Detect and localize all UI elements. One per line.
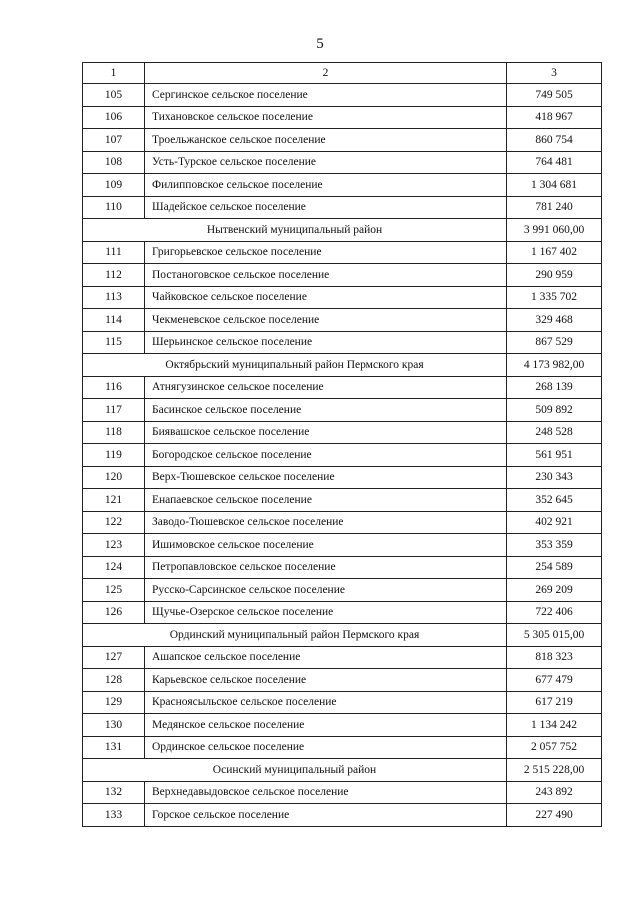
table-row (83, 129, 602, 152)
settlement-value: 418 967 (507, 106, 602, 129)
settlement-value: 1 335 702 (507, 286, 602, 309)
row-number: 107 (83, 129, 145, 152)
settlement-value: 1 167 402 (507, 241, 602, 264)
district-row (83, 354, 602, 377)
district-total: 5 305 015,00 (507, 624, 602, 647)
settlement-name: Чайковское сельское поселение (145, 286, 507, 309)
settlement-name: Ординское сельское поселение (145, 736, 507, 759)
table-row (83, 151, 602, 174)
row-number: 106 (83, 106, 145, 129)
settlement-name: Шадейское сельское поселение (145, 196, 507, 219)
row-number: 133 (83, 804, 145, 827)
row-number: 132 (83, 781, 145, 804)
row-number: 120 (83, 466, 145, 489)
settlement-name: Русско-Сарсинское сельское поселение (145, 579, 507, 602)
row-number: 113 (83, 286, 145, 309)
settlement-name: Верхнедавыдовское сельское поселение (145, 781, 507, 804)
table-row (83, 421, 602, 444)
row-number: 115 (83, 331, 145, 354)
table-row (83, 804, 602, 827)
settlement-value: 353 359 (507, 534, 602, 557)
settlement-name: Биявашское сельское поселение (145, 421, 507, 444)
row-number: 127 (83, 646, 145, 669)
table-row (83, 241, 602, 264)
district-name: Ординский муниципальный район Пермского края (83, 624, 507, 647)
settlement-value: 243 892 (507, 781, 602, 804)
district-row (83, 624, 602, 647)
settlement-value: 561 951 (507, 444, 602, 467)
district-row (83, 219, 602, 242)
district-total: 4 173 982,00 (507, 354, 602, 377)
row-number: 129 (83, 691, 145, 714)
row-number: 112 (83, 264, 145, 287)
row-number: 110 (83, 196, 145, 219)
settlement-value: 617 219 (507, 691, 602, 714)
district-name: Октябрьский муниципальный район Пермского края (83, 354, 507, 377)
row-number: 125 (83, 579, 145, 602)
settlement-name: Щучье-Озерское сельское поселение (145, 601, 507, 624)
settlement-value: 509 892 (507, 399, 602, 422)
settlement-value: 269 209 (507, 579, 602, 602)
table-row (83, 196, 602, 219)
table-row (83, 309, 602, 332)
district-total: 3 991 060,00 (507, 219, 602, 242)
settlement-name: Григорьевское сельское поселение (145, 241, 507, 264)
settlement-value: 230 343 (507, 466, 602, 489)
table-row (83, 376, 602, 399)
column-header-name: 2 (145, 63, 507, 84)
settlement-value: 677 479 (507, 669, 602, 692)
settlement-value: 268 139 (507, 376, 602, 399)
settlement-value: 1 134 242 (507, 714, 602, 737)
settlement-name: Петропавловское сельское поселение (145, 556, 507, 579)
table-row (83, 331, 602, 354)
table-row (83, 646, 602, 669)
settlement-value: 227 490 (507, 804, 602, 827)
settlement-value: 781 240 (507, 196, 602, 219)
settlement-name: Тихановское сельское поселение (145, 106, 507, 129)
table-row (83, 466, 602, 489)
row-number: 119 (83, 444, 145, 467)
district-total: 2 515 228,00 (507, 759, 602, 782)
row-number: 122 (83, 511, 145, 534)
budget-table (82, 62, 602, 827)
table-row (83, 669, 602, 692)
settlement-name: Заводо-Тюшевское сельское поселение (145, 511, 507, 534)
table-row (83, 489, 602, 512)
settlement-name: Красноясыльское сельское поселение (145, 691, 507, 714)
table-row (83, 691, 602, 714)
row-number: 123 (83, 534, 145, 557)
settlement-value: 329 468 (507, 309, 602, 332)
table-row (83, 714, 602, 737)
row-number: 126 (83, 601, 145, 624)
row-number: 117 (83, 399, 145, 422)
settlement-name: Троельжанское сельское поселение (145, 129, 507, 152)
settlement-value: 860 754 (507, 129, 602, 152)
settlement-name: Чекменевское сельское поселение (145, 309, 507, 332)
table-row (83, 84, 602, 107)
settlement-value: 254 589 (507, 556, 602, 579)
column-header-number: 1 (83, 63, 145, 84)
settlement-name: Постаноговское сельское поселение (145, 264, 507, 287)
settlement-value: 764 481 (507, 151, 602, 174)
page-number: 5 (316, 36, 324, 52)
table-row (83, 106, 602, 129)
row-number: 118 (83, 421, 145, 444)
settlement-value: 248 528 (507, 421, 602, 444)
settlement-value: 749 505 (507, 84, 602, 107)
settlement-name: Усть-Турское сельское поселение (145, 151, 507, 174)
settlement-name: Басинское сельское поселение (145, 399, 507, 422)
row-number: 114 (83, 309, 145, 332)
settlement-name: Енапаевское сельское поселение (145, 489, 507, 512)
settlement-value: 818 323 (507, 646, 602, 669)
row-number: 111 (83, 241, 145, 264)
table-row (83, 736, 602, 759)
table-row (83, 399, 602, 422)
settlement-value: 352 645 (507, 489, 602, 512)
row-number: 121 (83, 489, 145, 512)
row-number: 124 (83, 556, 145, 579)
table-row (83, 264, 602, 287)
row-number: 109 (83, 174, 145, 197)
settlement-name: Сергинское сельское поселение (145, 84, 507, 107)
table-row (83, 174, 602, 197)
district-name: Осинский муниципальный район (83, 759, 507, 782)
table-row (83, 286, 602, 309)
row-number: 130 (83, 714, 145, 737)
row-number: 128 (83, 669, 145, 692)
settlement-name: Шерьинское сельское поселение (145, 331, 507, 354)
table-row (83, 444, 602, 467)
settlement-value: 1 304 681 (507, 174, 602, 197)
settlement-name: Горское сельское поселение (145, 804, 507, 827)
table-row (83, 556, 602, 579)
settlement-name: Верх-Тюшевское сельское поселение (145, 466, 507, 489)
settlement-name: Филипповское сельское поселение (145, 174, 507, 197)
row-number: 105 (83, 84, 145, 107)
table-row (83, 601, 602, 624)
settlement-name: Карьевское сельское поселение (145, 669, 507, 692)
district-row (83, 759, 602, 782)
table-header-row (83, 63, 602, 84)
settlement-value: 402 921 (507, 511, 602, 534)
settlement-name: Ашапское сельское поселение (145, 646, 507, 669)
settlement-value: 2 057 752 (507, 736, 602, 759)
row-number: 108 (83, 151, 145, 174)
settlement-value: 290 959 (507, 264, 602, 287)
settlement-value: 867 529 (507, 331, 602, 354)
district-name: Нытвенский муниципальный район (83, 219, 507, 242)
settlement-value: 722 406 (507, 601, 602, 624)
table-body (83, 63, 602, 827)
settlement-name: Ишимовское сельское поселение (145, 534, 507, 557)
column-header-value: 3 (507, 63, 602, 84)
table-row (83, 579, 602, 602)
table-row (83, 781, 602, 804)
settlement-name: Медянское сельское поселение (145, 714, 507, 737)
table-row (83, 511, 602, 534)
table-row (83, 534, 602, 557)
settlement-name: Богородское сельское поселение (145, 444, 507, 467)
row-number: 116 (83, 376, 145, 399)
settlement-name: Атнягузинское сельское поселение (145, 376, 507, 399)
row-number: 131 (83, 736, 145, 759)
